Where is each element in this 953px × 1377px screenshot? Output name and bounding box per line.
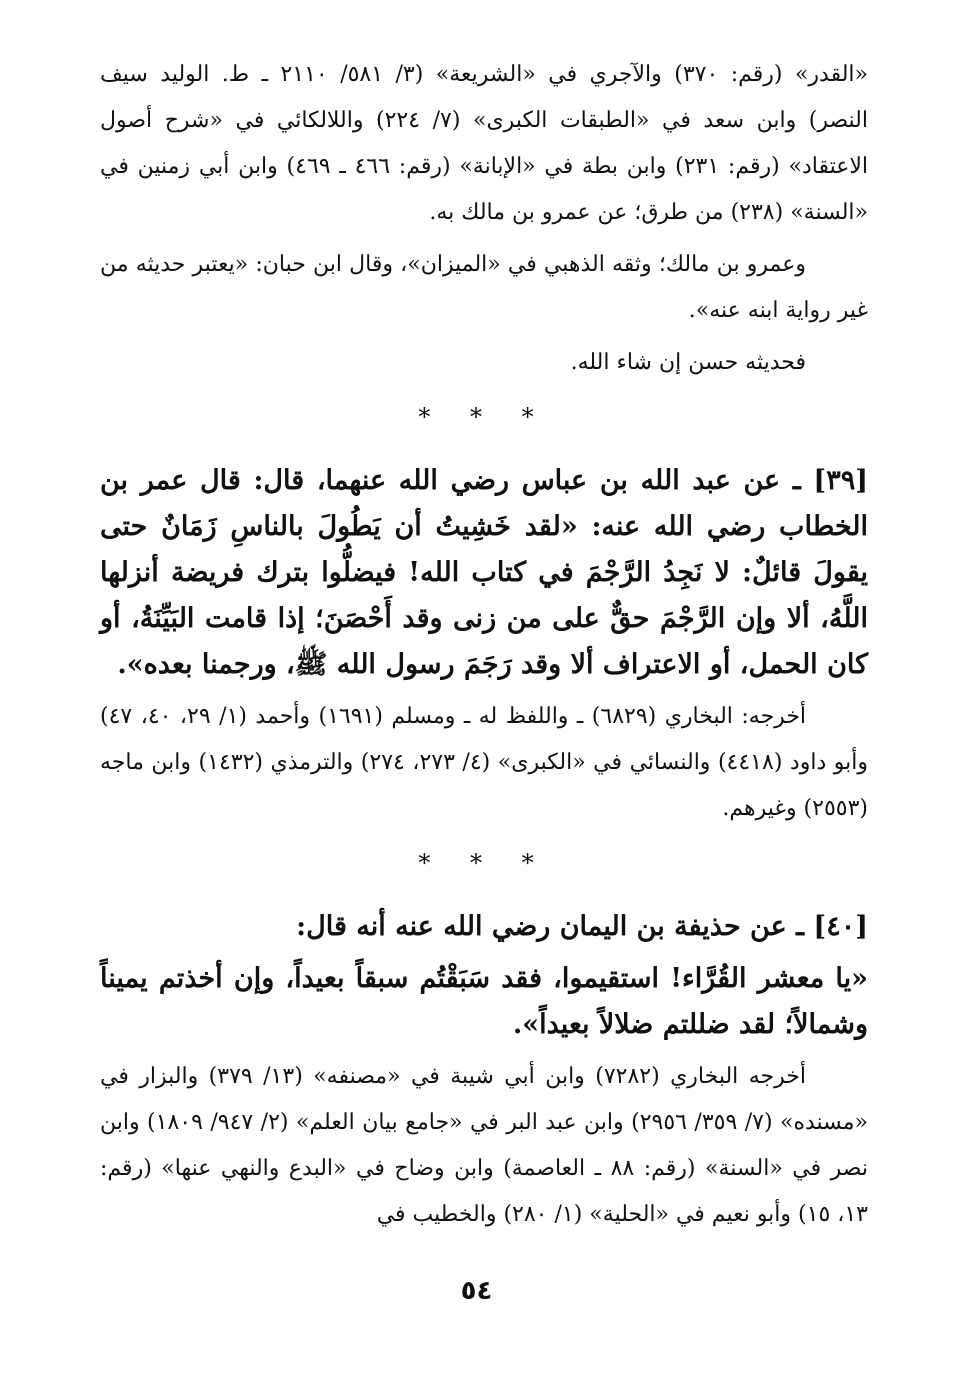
hadith-text: ـ عن عبد الله بن عباس رضي الله عنهما، قال: قال عمر بن الخطاب رضي الله عنه: «لقد خَشِيتُ أن يَطُولَ بالناسِ زَمَانٌ حتى يقولَ قائلٌ: لا نَجِدُ الرَّجْمَ في كتاب الله! فيضلُّوا بترك فريضة أنزلها اللَّهُ، ألا وإن الرَّجْمَ حقٌّ على من زنى وقد أَحْصَنَ؛ إذا قامت البَيِّنَةُ، أو كان الحمل، أو الاعتراف ألا وقد رَجَمَ رسول الله ﷺ، ورجمنا بعده». bbox=[100, 465, 868, 680]
hadith-intro: ـ عن حذيفة بن اليمان رضي الله عنه أنه قال: bbox=[296, 911, 805, 942]
hadith-number: [٤٠] bbox=[813, 911, 868, 942]
footnote-paragraph: «القدر» (رقم: ٣٧٠) والآجري في «الشريعة» (٣/ ٥٨١/ ٢١١٠ ـ ط. الوليد سيف النصر) وابن سعد في «الطبقات الكبرى» (٧/ ٢٢٤) واللالكائي في «شرح أصول الاعتقاد» (رقم: ٢٣١) وابن بطة في «الإبانة» (رقم: ٤٦٦ ـ ٤٦٩) وابن أبي زمنين في «السنة» (٢٣٨) من طرق؛ عن عمرو بن مالك به. bbox=[100, 62, 868, 225]
hadith-40-heading bbox=[100, 904, 868, 950]
section-separator: * * * bbox=[418, 403, 550, 431]
page-number: ٥٤ bbox=[460, 1276, 493, 1306]
takhrij-paragraph: أخرجه البخاري (٧٢٨٢) وابن أبي شيبة في «مصنفه» (١٣/ ٣٧٩) والبزار في «مسنده» (٧/ ٣٥٩/ ٢٩٥٦) وابن عبد البر في «جامع بيان العلم» (٢/ ٩٤٧/ ١٨٠٩) وابن نصر في «السنة» (رقم: ٨٨ ـ العاصمة) وابن وضاح في «البدع والنهي عنها» (رقم: ١٣، ١٥) وأبو نعيم في «الحلية» (١/ ٢٨٠) والخطيب في bbox=[100, 1064, 869, 1227]
verdict-paragraph: فحديثه حسن إن شاء الله. bbox=[570, 350, 806, 375]
hadith-40-text: «يا معشر القُرَّاء! استقيموا، فقد سَبَقْتُم سبقاً بعيداً، وإن أخذتم يميناً وشمالاً؛ لقد ضللتم ضلالاً بعيداً». bbox=[100, 963, 868, 1040]
narrator-grading-paragraph: وعمرو بن مالك؛ وثقه الذهبي في «الميزان»، وقال ابن حبان: «يعتبر حديثه من غير رواية ابنه عنه». bbox=[100, 252, 868, 323]
hadith-39 bbox=[100, 458, 868, 688]
section-separator: * * * bbox=[418, 849, 550, 877]
page-body bbox=[100, 52, 868, 1238]
hadith-number: [٣٩] bbox=[813, 465, 868, 496]
takhrij-paragraph: أخرجه: البخاري (٦٨٢٩) ـ واللفظ له ـ ومسلم (١٦٩١) وأحمد (١/ ٢٩، ٤٠، ٤٧) وأبو داود (٤٤١٨) والنسائي في «الكبرى» (٤/ ٢٧٣، ٢٧٤) والترمذي (١٤٣٢) وابن ماجه (٢٥٥٣) وغيرهم. bbox=[100, 704, 868, 821]
